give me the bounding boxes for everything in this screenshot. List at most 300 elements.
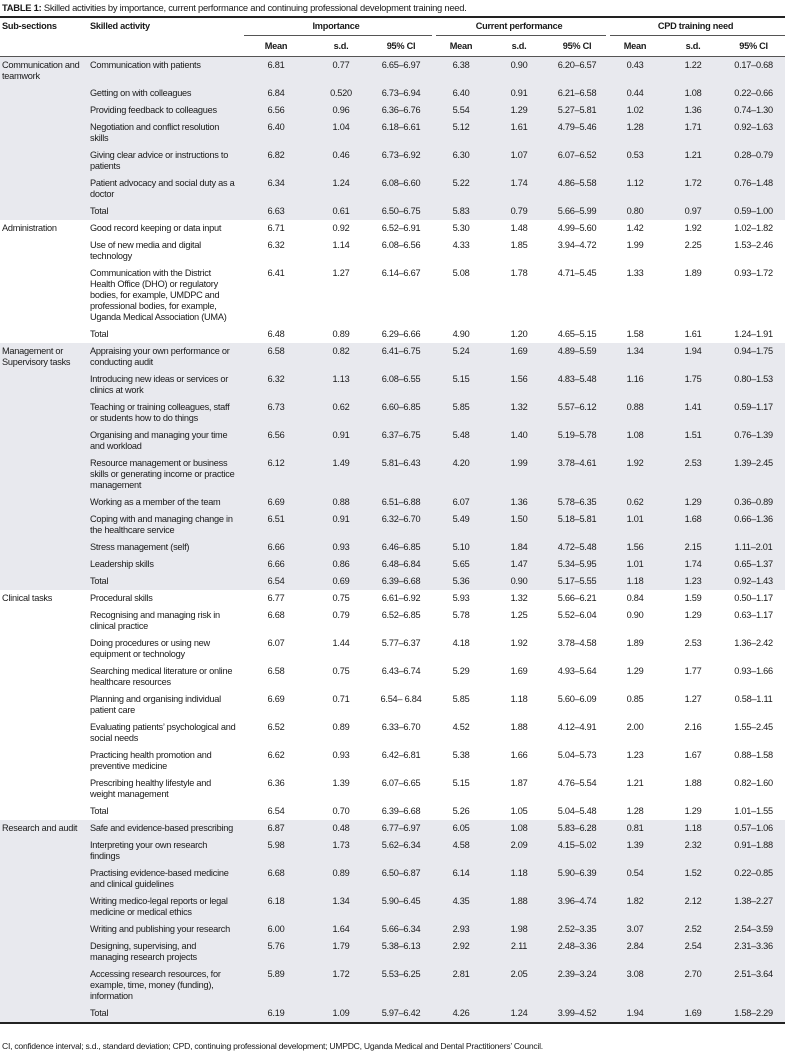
importance-sd-cell: 1.09 <box>312 1005 370 1023</box>
cpd-ci-cell: 0.36–0.89 <box>722 494 785 511</box>
importance-sd-cell: 0.91 <box>312 427 370 455</box>
current-sd-cell: 2.09 <box>490 837 548 865</box>
cpd-ci-cell: 1.36–2.42 <box>734 638 773 648</box>
subsection-cell <box>0 494 90 511</box>
importance-mean-cell: 6.66 <box>240 556 312 573</box>
total-row <box>0 803 785 820</box>
subsection-cell <box>0 1005 90 1023</box>
importance-mean-cell: 6.73 <box>240 399 312 427</box>
table-row <box>0 57 785 86</box>
activity-cell: Evaluating patients’ psychological and social needs <box>90 722 236 743</box>
importance-ci-cell: 6.77–6.97 <box>370 820 432 837</box>
cpd-ci-cell: 1.24–1.91 <box>734 329 773 339</box>
current-ci-cell: 4.86–5.58 <box>548 175 606 203</box>
importance-mean-cell: 6.87 <box>240 820 312 837</box>
subsection-cell: Management or Supervisory tasks <box>0 343 90 371</box>
importance-ci-cell: 6.73–6.92 <box>370 147 432 175</box>
subsection-cell: Communication and teamwork <box>0 57 90 86</box>
cpd-mean-cell: 2.00 <box>626 722 644 732</box>
cpd-ci-cell: 1.58–2.29 <box>722 1005 785 1023</box>
importance-ci-cell: 6.14–6.67 <box>381 268 421 278</box>
activity-cell: Prescribing healthy lifestyle and weight management <box>90 778 211 799</box>
current-mean-cell: 4.35 <box>432 893 490 921</box>
subsection-cell <box>0 775 90 803</box>
cpd-mean-cell: 0.80 <box>606 203 664 220</box>
importance-ci-cell: 6.08–6.55 <box>370 371 432 399</box>
importance-ci-cell: 6.18–6.61 <box>370 119 432 147</box>
cpd-sd-cell: 2.70 <box>664 966 722 1005</box>
current-ci-cell: 5.04–5.48 <box>557 806 597 816</box>
table-title: Skilled activities by importance, current performance and continuing professional development training need. <box>41 2 467 13</box>
cpd-sd-cell: 2.15 <box>664 539 722 556</box>
header-importance-ci: 95% CI <box>370 35 432 57</box>
importance-sd-cell: 0.79 <box>332 610 350 620</box>
section-clinical-tasks <box>0 590 785 820</box>
current-mean-cell: 5.26 <box>452 806 470 816</box>
cpd-sd-cell: 1.18 <box>664 820 722 837</box>
table-row <box>0 775 785 803</box>
importance-ci-cell: 6.32–6.70 <box>370 511 432 539</box>
current-ci-cell: 2.52–3.35 <box>548 921 606 938</box>
cpd-sd-cell: 1.92 <box>684 223 702 233</box>
activity-cell: Coping with and managing change in the healthcare service <box>90 511 240 539</box>
importance-sd-cell: 1.79 <box>312 938 370 966</box>
table-row <box>0 175 785 203</box>
importance-mean-cell: 6.66 <box>240 539 312 556</box>
cpd-sd-cell: 2.32 <box>664 837 722 865</box>
cpd-sd-cell: 1.77 <box>684 666 702 676</box>
importance-ci-cell: 6.50–6.75 <box>370 203 432 220</box>
header-blank <box>0 35 90 57</box>
current-ci-cell: 6.21–6.58 <box>548 85 606 102</box>
subsection-cell <box>0 203 90 220</box>
cpd-mean-cell: 3.08 <box>606 966 664 1005</box>
table-row <box>0 607 785 635</box>
importance-ci-cell: 6.61–6.92 <box>381 593 421 603</box>
table-caption <box>2 2 467 13</box>
importance-ci-cell: 6.52–6.91 <box>381 223 421 233</box>
current-sd-cell: 1.18 <box>510 694 528 704</box>
activity-cell: Designing, supervising, and managing research projects <box>90 938 240 966</box>
importance-mean-cell: 6.69 <box>267 694 285 704</box>
current-mean-cell: 5.85 <box>432 399 490 427</box>
current-ci-cell: 5.66–6.21 <box>557 593 597 603</box>
current-mean-cell: 6.40 <box>432 85 490 102</box>
current-ci-cell: 4.89–5.59 <box>548 343 606 371</box>
cpd-mean-cell: 1.34 <box>606 343 664 371</box>
table-row <box>0 663 785 691</box>
importance-sd-cell: 0.82 <box>312 343 370 371</box>
activity-cell: Writing and publishing your research <box>90 921 240 938</box>
current-ci-cell: 5.18–5.81 <box>548 511 606 539</box>
current-sd-cell: 0.90 <box>490 573 548 590</box>
subsection-cell <box>0 691 90 719</box>
current-sd-cell: 1.98 <box>490 921 548 938</box>
current-ci-cell: 4.12–4.91 <box>557 722 597 732</box>
current-sd-cell: 1.88 <box>490 893 548 921</box>
importance-mean-cell: 6.54 <box>267 806 285 816</box>
cpd-sd-cell: 2.53 <box>664 455 722 494</box>
importance-mean-cell: 6.58 <box>240 343 312 371</box>
table-row <box>0 343 785 371</box>
subsection-cell <box>0 747 90 775</box>
cpd-ci-cell: 0.76–1.39 <box>722 427 785 455</box>
cpd-sd-cell: 1.61 <box>684 329 702 339</box>
activity-cell: Negotiation and conflict resolution skills <box>90 119 240 147</box>
current-ci-cell: 4.83–5.48 <box>548 371 606 399</box>
cpd-ci-cell: 0.91–1.88 <box>722 837 785 865</box>
cpd-ci-cell: 0.58–1.11 <box>734 694 773 704</box>
table-footnote: CI, confidence interval; s.d., standard deviation; CPD, continuing professional development; UMPDC, Uganda Medical and Dental Practitioners’ Council. <box>2 1041 543 1051</box>
subsection-cell <box>0 119 90 147</box>
current-mean-cell: 4.58 <box>432 837 490 865</box>
activity-cell: Working as a member of the team <box>90 494 240 511</box>
importance-ci-cell: 6.43–6.74 <box>381 666 421 676</box>
table-row <box>0 102 785 119</box>
cpd-sd-cell: 1.36 <box>664 102 722 119</box>
current-sd-cell: 1.18 <box>490 865 548 893</box>
importance-sd-cell: 0.520 <box>312 85 370 102</box>
importance-mean-cell: 6.32 <box>240 371 312 399</box>
cpd-ci-cell: 0.65–1.37 <box>722 556 785 573</box>
cpd-ci-cell: 1.38–2.27 <box>722 893 785 921</box>
importance-sd-cell: 0.89 <box>332 722 350 732</box>
section-communication-and-teamwork <box>0 57 785 221</box>
table-row <box>0 455 785 494</box>
importance-ci-cell: 6.39–6.68 <box>370 573 432 590</box>
cpd-ci-cell: 2.31–3.36 <box>722 938 785 966</box>
section-administration <box>0 220 785 343</box>
current-mean-cell: 6.30 <box>432 147 490 175</box>
current-mean-cell: 4.26 <box>432 1005 490 1023</box>
importance-sd-cell: 1.14 <box>332 240 350 250</box>
skills-table <box>0 16 785 1024</box>
cpd-sd-cell: 1.52 <box>664 865 722 893</box>
table-row <box>0 719 785 747</box>
table-row <box>0 966 785 1005</box>
table-row <box>0 837 785 865</box>
current-ci-cell: 4.79–5.46 <box>548 119 606 147</box>
importance-sd-cell: 0.48 <box>312 820 370 837</box>
table-row <box>0 921 785 938</box>
importance-mean-cell: 6.62 <box>267 750 285 760</box>
cpd-sd-cell: 2.54 <box>664 938 722 966</box>
subsection-cell <box>0 399 90 427</box>
importance-mean-cell: 6.84 <box>240 85 312 102</box>
total-row <box>0 326 785 343</box>
cpd-mean-cell: 1.02 <box>606 102 664 119</box>
current-ci-cell: 6.20–6.57 <box>548 57 606 86</box>
current-sd-cell: 1.50 <box>490 511 548 539</box>
cpd-mean-cell: 1.08 <box>606 427 664 455</box>
current-sd-cell: 1.84 <box>490 539 548 556</box>
importance-mean-cell: 6.56 <box>240 427 312 455</box>
importance-sd-cell: 1.72 <box>312 966 370 1005</box>
importance-mean-cell: 6.69 <box>240 494 312 511</box>
table-row <box>0 556 785 573</box>
header-cpd-sd: s.d. <box>664 35 722 57</box>
cpd-mean-cell: 1.56 <box>606 539 664 556</box>
importance-sd-cell: 0.77 <box>312 57 370 86</box>
activity-cell: Communication with the District Health Office (DHO) or regulatory bodies, for example, UMDPC and professional bodies, for example, Uganda Medical Association (UMA) <box>90 268 227 322</box>
cpd-ci-cell: 0.57–1.06 <box>722 820 785 837</box>
subsection-cell: Clinical tasks <box>2 593 53 603</box>
importance-sd-cell: 0.93 <box>312 539 370 556</box>
current-mean-cell: 6.38 <box>432 57 490 86</box>
table-row <box>0 371 785 399</box>
cpd-mean-cell: 0.84 <box>626 593 644 603</box>
subsection-cell: Research and audit <box>0 820 90 837</box>
importance-sd-cell: 0.89 <box>332 329 350 339</box>
importance-ci-cell: 6.41–6.75 <box>370 343 432 371</box>
importance-ci-cell: 6.08–6.56 <box>381 240 421 250</box>
cpd-mean-cell: 1.01 <box>606 511 664 539</box>
cpd-mean-cell: 1.33 <box>626 268 644 278</box>
cpd-mean-cell: 1.92 <box>606 455 664 494</box>
current-mean-cell: 6.07 <box>432 494 490 511</box>
current-sd-cell: 1.85 <box>510 240 528 250</box>
subsection-cell <box>0 803 90 820</box>
current-sd-cell: 1.87 <box>510 778 528 788</box>
cpd-sd-cell: 1.23 <box>664 573 722 590</box>
current-mean-cell: 6.14 <box>432 865 490 893</box>
subsection-cell <box>0 326 90 343</box>
current-ci-cell: 5.60–6.09 <box>557 694 597 704</box>
cpd-sd-cell: 2.12 <box>664 893 722 921</box>
cpd-ci-cell: 0.22–0.66 <box>722 85 785 102</box>
cpd-mean-cell: 1.89 <box>626 638 644 648</box>
importance-ci-cell: 5.90–6.45 <box>370 893 432 921</box>
importance-ci-cell: 6.52–6.85 <box>381 610 421 620</box>
cpd-sd-cell: 1.94 <box>664 343 722 371</box>
current-ci-cell: 3.96–4.74 <box>548 893 606 921</box>
activity-cell: Leadership skills <box>90 556 240 573</box>
table-row <box>0 511 785 539</box>
current-ci-cell: 5.52–6.04 <box>557 610 597 620</box>
importance-mean-cell: 6.36 <box>267 778 285 788</box>
subsection-cell <box>0 539 90 556</box>
subsection-cell <box>0 719 90 747</box>
cpd-mean-cell: 1.18 <box>606 573 664 590</box>
cpd-mean-cell: 1.28 <box>626 806 644 816</box>
importance-mean-cell: 5.76 <box>240 938 312 966</box>
subsection-cell <box>0 455 90 494</box>
current-mean-cell: 2.93 <box>432 921 490 938</box>
activity-cell: Providing feedback to colleagues <box>90 102 240 119</box>
importance-mean-cell: 5.89 <box>240 966 312 1005</box>
cpd-ci-cell: 0.93–1.66 <box>734 666 773 676</box>
current-sd-cell: 1.78 <box>510 268 528 278</box>
cpd-sd-cell: 1.74 <box>664 556 722 573</box>
importance-sd-cell: 0.69 <box>312 573 370 590</box>
subsection-cell <box>0 865 90 893</box>
cpd-sd-cell: 1.29 <box>664 494 722 511</box>
importance-ci-cell: 6.42–6.81 <box>381 750 421 760</box>
current-mean-cell: 5.85 <box>452 694 470 704</box>
subsection-cell <box>0 893 90 921</box>
importance-sd-cell: 0.62 <box>312 399 370 427</box>
importance-mean-cell: 6.00 <box>240 921 312 938</box>
cpd-sd-cell: 1.72 <box>664 175 722 203</box>
importance-sd-cell: 1.24 <box>312 175 370 203</box>
table-row <box>0 865 785 893</box>
cpd-mean-cell: 1.16 <box>606 371 664 399</box>
current-mean-cell: 4.90 <box>452 329 470 339</box>
activity-cell: Getting on with colleagues <box>90 85 240 102</box>
current-ci-cell: 5.27–5.81 <box>548 102 606 119</box>
cpd-ci-cell: 0.63–1.17 <box>734 610 773 620</box>
current-mean-cell: 5.54 <box>432 102 490 119</box>
current-sd-cell: 1.66 <box>510 750 528 760</box>
cpd-ci-cell: 0.80–1.53 <box>722 371 785 399</box>
current-sd-cell: 2.05 <box>490 966 548 1005</box>
current-ci-cell: 4.71–5.45 <box>557 268 597 278</box>
importance-ci-cell: 6.73–6.94 <box>370 85 432 102</box>
subsection-cell <box>0 147 90 175</box>
cpd-ci-cell: 0.92–1.43 <box>722 573 785 590</box>
header-cpd-mean: Mean <box>606 35 664 57</box>
table-row <box>0 119 785 147</box>
cpd-sd-cell: 1.41 <box>664 399 722 427</box>
cpd-ci-cell: 0.28–0.79 <box>722 147 785 175</box>
current-sd-cell: 1.40 <box>490 427 548 455</box>
cpd-ci-cell: 0.82–1.60 <box>734 778 773 788</box>
importance-mean-cell: 6.81 <box>240 57 312 86</box>
cpd-mean-cell: 1.82 <box>606 893 664 921</box>
activity-cell: Interpreting your own research findings <box>90 837 240 865</box>
current-sd-cell: 1.07 <box>490 147 548 175</box>
importance-ci-cell: 6.07–6.65 <box>381 778 421 788</box>
cpd-sd-cell: 1.89 <box>684 268 702 278</box>
current-mean-cell: 2.81 <box>432 966 490 1005</box>
header-importance: Importance <box>240 17 432 35</box>
activity-cell: Total <box>90 1005 240 1023</box>
current-mean-cell: 5.30 <box>452 223 470 233</box>
cpd-mean-cell: 1.12 <box>606 175 664 203</box>
current-mean-cell: 5.38 <box>452 750 470 760</box>
table-row <box>0 820 785 837</box>
importance-ci-cell: 6.29–6.66 <box>381 329 421 339</box>
current-mean-cell: 5.78 <box>452 610 470 620</box>
importance-mean-cell: 6.41 <box>267 268 285 278</box>
activity-cell: Introducing new ideas or services or clinics at work <box>90 371 240 399</box>
importance-sd-cell: 0.91 <box>312 511 370 539</box>
table-row <box>0 539 785 556</box>
current-sd-cell: 1.32 <box>490 399 548 427</box>
current-ci-cell: 5.19–5.78 <box>548 427 606 455</box>
current-ci-cell: 4.72–5.48 <box>548 539 606 556</box>
importance-sd-cell: 0.70 <box>332 806 350 816</box>
current-mean-cell: 5.48 <box>432 427 490 455</box>
current-sd-cell: 1.25 <box>510 610 528 620</box>
cpd-ci-cell: 1.02–1.82 <box>734 223 773 233</box>
current-ci-cell: 2.39–3.24 <box>548 966 606 1005</box>
importance-sd-cell: 1.13 <box>312 371 370 399</box>
table-row <box>0 85 785 102</box>
current-sd-cell: 1.08 <box>490 820 548 837</box>
importance-mean-cell: 6.63 <box>240 203 312 220</box>
activity-cell: Total <box>90 806 109 816</box>
importance-mean-cell: 6.52 <box>267 722 285 732</box>
table-row <box>0 220 785 237</box>
importance-mean-cell: 6.48 <box>267 329 285 339</box>
activity-cell: Planning and organising individual patient care <box>90 694 221 715</box>
subsection-cell <box>0 237 90 265</box>
current-mean-cell: 5.83 <box>432 203 490 220</box>
cpd-sd-cell: 1.71 <box>664 119 722 147</box>
cpd-sd-cell: 1.67 <box>684 750 702 760</box>
importance-sd-cell: 0.75 <box>332 593 350 603</box>
current-sd-cell: 1.24 <box>490 1005 548 1023</box>
cpd-mean-cell: 0.81 <box>606 820 664 837</box>
current-mean-cell: 5.29 <box>452 666 470 676</box>
activity-cell: Doing procedures or using new equipment or technology <box>90 638 210 659</box>
cpd-ci-cell: 0.50–1.17 <box>734 593 773 603</box>
importance-mean-cell: 6.07 <box>267 638 285 648</box>
current-ci-cell: 5.90–6.39 <box>548 865 606 893</box>
subsection-cell <box>0 427 90 455</box>
importance-sd-cell: 0.96 <box>312 102 370 119</box>
activity-cell: Accessing research resources, for example, time, money (funding), information <box>90 966 240 1005</box>
subsection-cell: Administration <box>2 223 57 233</box>
subsection-cell <box>0 265 90 326</box>
activity-cell: Practicing health promotion and preventive medicine <box>90 750 212 771</box>
importance-sd-cell: 1.34 <box>312 893 370 921</box>
cpd-mean-cell: 2.84 <box>606 938 664 966</box>
cpd-ci-cell: 0.92–1.63 <box>722 119 785 147</box>
activity-cell: Communication with patients <box>90 57 240 86</box>
activity-cell: Stress management (self) <box>90 539 240 556</box>
activity-cell: Patient advocacy and social duty as a doctor <box>90 175 240 203</box>
current-mean-cell: 4.33 <box>452 240 470 250</box>
cpd-ci-cell: 0.59–1.17 <box>722 399 785 427</box>
cpd-mean-cell: 0.85 <box>626 694 644 704</box>
current-sd-cell: 1.36 <box>490 494 548 511</box>
importance-mean-cell: 6.18 <box>240 893 312 921</box>
importance-ci-cell: 6.60–6.85 <box>370 399 432 427</box>
header-activity: Skilled activity <box>90 17 240 35</box>
cpd-sd-cell: 1.21 <box>664 147 722 175</box>
importance-ci-cell: 6.51–6.88 <box>370 494 432 511</box>
importance-mean-cell: 6.12 <box>240 455 312 494</box>
current-sd-cell: 1.47 <box>490 556 548 573</box>
importance-mean-cell: 6.19 <box>240 1005 312 1023</box>
current-sd-cell: 1.92 <box>510 638 528 648</box>
current-mean-cell: 2.92 <box>432 938 490 966</box>
current-sd-cell: 1.61 <box>490 119 548 147</box>
importance-mean-cell: 6.54 <box>240 573 312 590</box>
activity-cell: Good record keeping or data input <box>90 223 222 233</box>
subsection-cell <box>0 556 90 573</box>
subsection-cell <box>0 573 90 590</box>
cpd-sd-cell: 2.16 <box>684 722 702 732</box>
importance-mean-cell: 6.32 <box>267 240 285 250</box>
importance-ci-cell: 6.48–6.84 <box>370 556 432 573</box>
importance-sd-cell: 1.64 <box>312 921 370 938</box>
cpd-ci-cell: 1.53–2.46 <box>734 240 773 250</box>
importance-mean-cell: 6.40 <box>240 119 312 147</box>
cpd-sd-cell: 1.69 <box>664 1005 722 1023</box>
subsection-cell <box>0 607 90 635</box>
importance-mean-cell: 6.68 <box>267 610 285 620</box>
current-sd-cell: 1.69 <box>510 666 528 676</box>
activity-cell: Practising evidence-based medicine and clinical guidelines <box>90 865 240 893</box>
cpd-sd-cell: 2.25 <box>684 240 702 250</box>
header-importance-sd: s.d. <box>312 35 370 57</box>
importance-ci-cell: 6.54– 6.84 <box>380 694 422 704</box>
cpd-mean-cell: 0.62 <box>606 494 664 511</box>
importance-sd-cell: 1.73 <box>312 837 370 865</box>
